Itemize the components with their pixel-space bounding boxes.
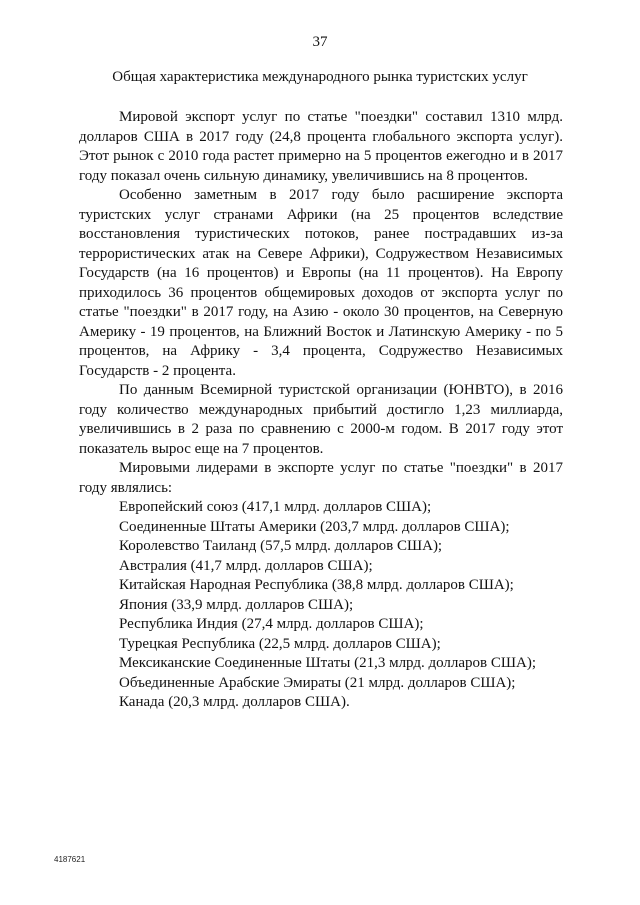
- list-item: Мексиканские Соединенные Штаты (21,3 млрд. долларов США);: [119, 655, 537, 671]
- page-number: 37: [312, 34, 328, 50]
- list-item: Австралия (41,7 млрд. долларов США);: [119, 557, 373, 574]
- footer-document-code: 4187621: [54, 855, 86, 864]
- document-body: [79, 108, 563, 713]
- paragraph: Особенно заметным в 2017 году было расширение экспорта туристских услуг странами Африки (на 25 процентов вследствие восстановления туристических потоков, ранее пострадавших из-за террористических атак на Севере Африки), Содружеством Независимых Государств (на 16 процентов) и Европы (на 11 процентов). На Европу приходилось 36 процентов общемировых доходов от экспорта услуг по статье "поездки" в 2017 году, на Азию - около 30 процентов, на Северную Америку - 19 процентов, на Ближний Восток и Латинскую Америку - по 5 процентов, на Африку - 3,4 процента, Содружество Независимых Государств - 2 процента.: [79, 187, 563, 379]
- paragraph: Мировыми лидерами в экспорте услуг по статье "поездки" в 2017 году являлись:: [79, 460, 563, 496]
- list-item: Китайская Народная Республика (38,8 млрд. долларов США);: [119, 577, 514, 593]
- list-item: Королевство Таиланд (57,5 млрд. долларов США);: [119, 538, 443, 554]
- list-item: Япония (33,9 млрд. долларов США);: [119, 596, 354, 613]
- list-item: Турецкая Республика (22,5 млрд. долларов США);: [119, 635, 441, 652]
- document-title: Общая характеристика международного рынка туристских услуг: [112, 69, 528, 85]
- paragraph: По данным Всемирной туристской организации (ЮНВТО), в 2016 году количество международных прибытий достигло 1,23 миллиарда, увеличившись в 2 раза по сравнению с 2000-м годом. В 2017 году этот показатель вырос еще на 7 процентов.: [79, 382, 563, 457]
- list-item: Соединенные Штаты Америки (203,7 млрд. долларов США);: [119, 518, 510, 535]
- list-item: Объединенные Арабские Эмираты (21 млрд. долларов США);: [119, 674, 516, 691]
- paragraph: Мировой экспорт услуг по статье "поездки" составил 1310 млрд. долларов США в 2017 году (24,8 процента глобального экспорта услуг). Этот рынок с 2010 года растет примерно на 5 процентов ежегодно и в 2017 году показал очень сильную динамику, увеличившись на 8 процентов.: [79, 109, 563, 184]
- leaders-list: [79, 498, 563, 713]
- list-item: Европейский союз (417,1 млрд. долларов США);: [119, 499, 432, 515]
- list-item: Канада (20,3 млрд. долларов США).: [119, 694, 350, 710]
- list-item: Республика Индия (27,4 млрд. долларов США);: [119, 616, 424, 632]
